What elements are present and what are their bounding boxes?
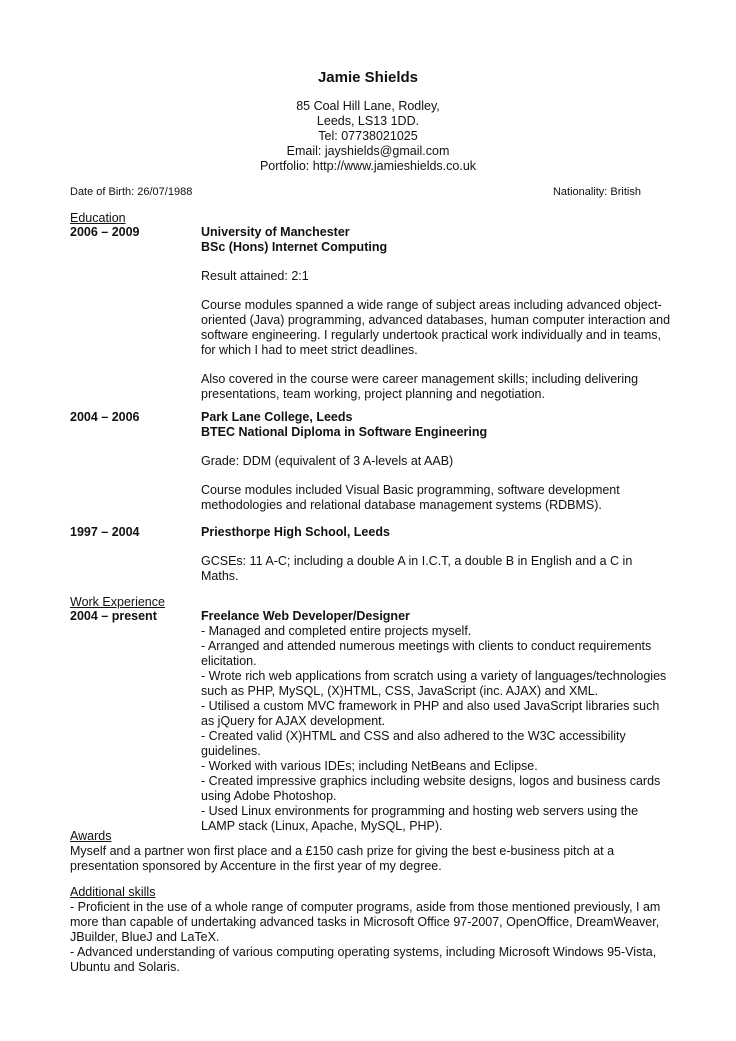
education-entry-1	[201, 225, 671, 402]
list-item: - Advanced understanding of various computing operating systems, including Microsoft Windows 95-Vista, Ubuntu and Solaris.	[70, 945, 657, 974]
institution: Priesthorpe High School, Leeds	[201, 525, 390, 539]
awards-text: Myself and a partner won first place and a £150 cash prize for giving the best e-business pitch at a presentation sponsored by Accenture in the first year of my degree.	[70, 844, 615, 873]
institution: Park Lane College, Leeds	[201, 410, 353, 424]
list-item: - Wrote rich web applications from scratch using a variety of languages/technologies such as PHP, MySQL, (X)HTML, CSS, JavaScript (inc. AJAX) and XML.	[201, 669, 667, 698]
education-entry-2	[201, 410, 671, 513]
awards-section	[70, 829, 670, 874]
education-date-3: 1997 – 2004	[70, 525, 140, 539]
description: Course modules spanned a wide range of subject areas including advanced object-oriented (Java) programming, advanced databases, human computer interaction and software engineering. I regularly undertook practical work individually and in teams, for which I had to meet strict deadlines.	[201, 298, 671, 357]
description: Course modules included Visual Basic programming, software development methodologies and relational database management systems (RDBMS).	[201, 483, 620, 512]
nationality: Nationality: British	[552, 186, 641, 198]
work-heading: Work Experience	[70, 595, 165, 609]
address-line-2: Leeds, LS13 1DD.	[316, 114, 420, 128]
date-of-birth: Date of Birth: 26/07/1988	[70, 186, 193, 198]
list-item: - Managed and completed entire projects myself.	[201, 624, 472, 638]
skills-heading: Additional skills	[70, 885, 156, 899]
education-date-2: 2004 – 2006	[70, 410, 140, 424]
qualification: BSc (Hons) Internet Computing	[201, 240, 388, 254]
qualification: BTEC National Diploma in Software Engineering	[201, 425, 488, 439]
education-heading: Education	[70, 211, 126, 225]
result: Grade: DDM (equivalent of 3 A-levels at AAB)	[201, 454, 454, 468]
description: GCSEs: 11 A-C; including a double A in I.C.T, a double B in English and a C in Maths.	[201, 554, 633, 583]
list-item: - Arranged and attended numerous meetings with clients to conduct requirements elicitation.	[201, 639, 652, 668]
list-item: - Used Linux environments for programming and hosting web servers using the LAMP stack (Linux, Apache, MySQL, PHP).	[201, 804, 639, 833]
work-date: 2004 – present	[70, 609, 157, 623]
address-line-1: 85 Coal Hill Lane, Rodley,	[296, 99, 440, 113]
result: Result attained: 2:1	[201, 269, 309, 283]
list-item: - Proficient in the use of a whole range of computer programs, aside from those mentioned previously, I am more than capable of undertaking advanced tasks in Microsoft Office 97-2007, OpenOffice, DreamWeaver, JBuilder, BlueJ and LaTeX.	[70, 900, 661, 944]
institution: University of Manchester	[201, 225, 350, 239]
telephone: Tel: 07738021025	[318, 129, 418, 143]
skills-section	[70, 885, 670, 975]
list-item: - Created impressive graphics including website designs, logos and business cards using Adobe Photoshop.	[201, 774, 661, 803]
list-item: - Utilised a custom MVC framework in PHP and also used JavaScript libraries such as jQuery for AJAX development.	[201, 699, 660, 728]
work-entry	[201, 609, 671, 834]
list-item: - Worked with various IDEs; including NetBeans and Eclipse.	[201, 759, 538, 773]
awards-heading: Awards	[70, 829, 112, 843]
contact-block	[0, 99, 736, 174]
candidate-name: Jamie Shields	[317, 69, 419, 86]
description: Also covered in the course were career management skills; including delivering presentations, team working, project planning and negotiation.	[201, 372, 639, 401]
portfolio-link[interactable]: Portfolio: http://www.jamieshields.co.uk	[259, 159, 477, 173]
email: Email: jayshields@gmail.com	[286, 144, 450, 158]
list-item: - Created valid (X)HTML and CSS and also adhered to the W3C accessibility guidelines.	[201, 729, 626, 758]
education-entry-3	[201, 525, 671, 584]
role: Freelance Web Developer/Designer	[201, 609, 410, 623]
education-date-1: 2006 – 2009	[70, 225, 140, 239]
